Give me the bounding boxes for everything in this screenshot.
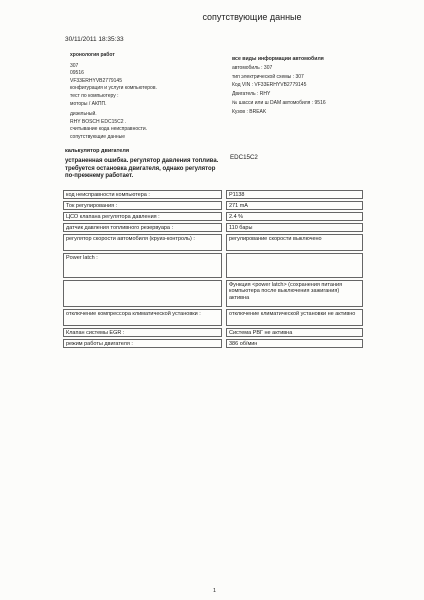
info-line: 307: [70, 62, 79, 69]
param-value: Функция <power latch> (сохранения питания компьютера после выключения зажигания) активна: [226, 280, 363, 307]
param-label: код неисправности компьютера :: [63, 190, 222, 199]
vehicle-info-title: все виды информации автомобиля: [232, 56, 324, 62]
param-value: 271 mA: [226, 201, 363, 210]
work-history-title: хронология работ: [70, 52, 115, 58]
work-history-block: [70, 52, 220, 142]
vehicle-info-line: автомобиль : 307: [232, 64, 273, 71]
table-row: [63, 201, 363, 210]
param-label: Ток регулирования :: [63, 201, 222, 210]
param-value: Система РВГ не активна: [226, 328, 363, 337]
table-row: [63, 328, 363, 337]
table-row: [63, 190, 363, 199]
vehicle-info-block: [232, 55, 392, 117]
page-title: сопутствующие данные: [202, 12, 302, 22]
param-value: P1138: [226, 190, 363, 199]
param-value: 386 об/мин: [226, 339, 363, 348]
info-line: конфигурация и услуги компьютеров.: [70, 85, 157, 92]
info-line: RHY BOSCH EDC15C2 .: [70, 118, 127, 125]
vehicle-info-line: Двигатель : RHY: [232, 91, 271, 98]
param-label: Power latch :: [63, 253, 222, 278]
table-row: [63, 234, 363, 251]
param-value: [226, 253, 363, 278]
fault-message: устраненная ошибка. регулятор давления топлива. требуется остановка двигателя, однако регулятор по-прежнему работает.: [65, 158, 219, 180]
info-line: дизельный.: [70, 111, 97, 118]
param-label: отключение компрессора климатической установки :: [63, 309, 222, 326]
param-value: 2.4 %: [226, 212, 363, 221]
vehicle-info-line: № шасси или ш DAM автомобиля : 9516: [232, 99, 326, 106]
table-row: [63, 223, 363, 232]
info-line: моторы / АКПП.: [70, 100, 107, 107]
vehicle-info-line: Кузов : BREAK: [232, 108, 267, 115]
info-line: тест по компьютеру :: [70, 92, 119, 99]
param-label: ЦСО клапана регулятора давления :: [63, 212, 222, 221]
param-value: регулирование скорости выключено: [226, 234, 363, 251]
vehicle-info-line: тип электрической схемы : 307: [232, 73, 304, 80]
param-label: [63, 280, 222, 307]
info-line: VF33ERHYVB2779145: [70, 77, 122, 84]
param-label: датчик давления топливного резервуара :: [63, 223, 222, 232]
table-row: [63, 280, 363, 307]
table-row: [63, 253, 363, 278]
info-line: сопутствующие данные: [70, 133, 126, 140]
param-label: Клапан системы EGR :: [63, 328, 222, 337]
page-number: 1: [213, 588, 217, 594]
table-row: [63, 339, 363, 348]
table-row: [63, 309, 363, 326]
param-value: 110 бары: [226, 223, 363, 232]
param-label: режим работы двигателя :: [63, 339, 222, 348]
vehicle-info-line: Код VIN : VF33ERHYVB2779145: [232, 82, 307, 89]
param-label: регулятор скорости автомобиля (круиз-контроль) :: [63, 234, 222, 251]
info-line: считывание кода неисправности.: [70, 126, 148, 133]
engine-calculator-label: калькулятор двигателя: [65, 148, 130, 154]
parameters-table: [63, 190, 363, 350]
engine-calculator-value: EDC15C2: [230, 154, 258, 161]
report-datetime: 30/11/2011 18:35:33: [65, 36, 124, 43]
info-line: 09516: [70, 70, 84, 77]
table-row: [63, 212, 363, 221]
param-value: отключение климатической установки не активно: [226, 309, 363, 326]
